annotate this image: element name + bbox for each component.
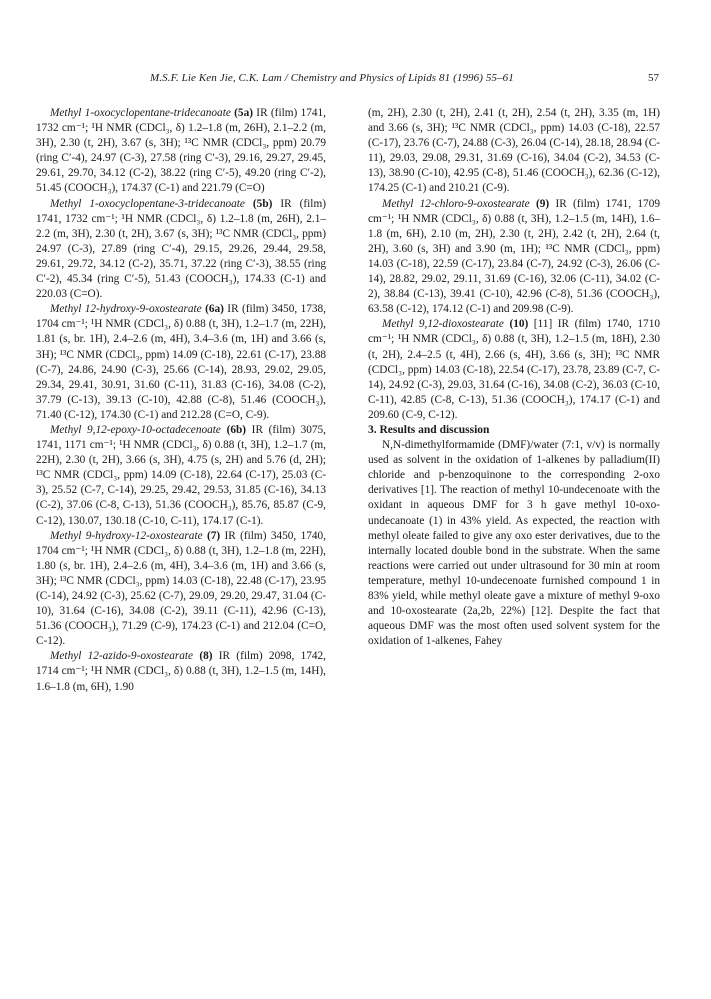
left-column xyxy=(36,106,326,695)
running-header xyxy=(0,72,711,88)
section-heading: 3. Results and discussion xyxy=(368,423,490,436)
compound-data: IR (film) 3075, 1741, 1171 cm⁻¹; ¹H NMR (CDCl₃, δ) 0.88 (t, 3H), 1.2–1.7 (m, 22H), 2.30 (t, 2H), 3.66 (s, 3H), 4.75 (s, 2H) and 5.76 (d, 2H); ¹³C NMR (CDCl₃, ppm) 14.09 (C-18), 22.64 (C-17), 25.03 (C-3), 25.52 (C-7, C-14), 29.25, 29.42, 29.53, 31.85 (C-16), 34.13 (C-2), 37.06 (C-8, C-13), 51.36 (COOCH₃), 85.76, 85.87 (C-9, C-12), 130.07, 130.18 (C-10, C-11), 174.17 (C-1). xyxy=(36,423,327,527)
compound-name: Methyl 12-chloro-9-oxostearate xyxy=(382,197,530,210)
compound-data: IR (film) 1741, 1709 cm⁻¹; ¹H NMR (CDCl₃, δ) 0.88 (t, 3H), 1.2–1.5 (m, 14H), 1.6–1.8 (m, 6H), 2.10 (m, 2H), 2.30 (t, 2H), 2.42 (t, 2H), 2.64 (t, 2H), 3.60 (s, 3H) and 3.90 (m, 1H); ¹³C NMR (CDCl₃, ppm) 14.03 (C-18), 22.59 (C-17), 23.84 (C-7), 24.92 (C-3), 26.06 (C-14), 28.82, 29.02, 29.11, 31.69 (C-16), 32.06 (C-11), 34.02 (C-2), 38.84 (C-13), 39.41 (C-10), 42.96 (C-8), 51.36 (COOCH₃), 63.58 (C-12), 174.12 (C-1) and 209.98 (C-9). xyxy=(368,197,660,316)
compound-entry xyxy=(36,106,326,197)
compound-id: (9) xyxy=(535,197,550,210)
compound-data: IR (film) 3450, 1740, 1704 cm⁻¹; ¹H NMR (CDCl₃, δ) 0.88 (t, 3H), 1.2–1.8 (m, 22H), 1.80 (s, br. 1H), 2.4–2.6 (m, 4H), 3.4–3.6 (m, 1H) and 3.66 (s, 3H); ¹³C NMR (CDCl₃, ppm) 14.03 (C-18), 22.48 (C-17), 23.95 (C-14), 24.92 (C-3), 25.62 (C-7), 29.09, 29.20, 29.47, 31.04 (C-10), 31.64 (C-16), 34.08 (C-2), 39.11 (C-11), 42.96 (C-13), 51.36 (COOCH₃), 71.29 (C-9), 174.23 (C-1) and 212.04 (C=O, C-12). xyxy=(36,529,326,648)
compound-entry xyxy=(36,423,326,529)
compound-name: Methyl 9,12-epoxy-10-octadecenoate xyxy=(50,423,221,436)
compound-data: [11] IR (film) 1740, 1710 cm⁻¹; ¹H NMR (CDCl₃, δ) 0.88 (t, 3H), 1.2–1.5 (m, 18H), 2.30 (t, 2H), 2.4–2.5 (t, 4H), 2.66 (s, 4H), 3.66 (s, 3H); ¹³C NMR (CDCl₃, ppm) 14.03 (C-18), 22.54 (C-17), 23.78, 23.89 (C-7, C-14), 24.92 (C-3), 29.03, 31.64 (C-16), 34.08 (C-2), 36.03 (C-10, C-11), 42.85 (C-8, C-13), 51.36 (COOCH₃), 174.17 (C-1) and 209.60 (C-9, C-12). xyxy=(368,318,660,421)
compound-entry xyxy=(368,317,660,423)
discussion-paragraph: N,N-dimethylformamide (DMF)/water (7:1, v/v) is normally used as solvent in the oxidation of 1-alkenes by palladium(II) chloride and p-benzoquinone to the corresponding 2-oxo derivatives [1]. The reaction of methyl 10-undecenoate with the oxidant in aqueous DMF for 3 h gave methyl 10-oxo-undecanoate (1) in 43% yield. As expected, the reaction with methyl oleate failed to give any oxo ester derivatives, due to the internally located double bond in the substrate. When the same reactions were carried out under ultrasound for 30 min at room temperature, methyl 10-undecenoate furnished compound 1 in 83% yield, while methyl oleate gave a mixture of methyl 9-oxo and 10-oxostearate (2a,2b, 22%) [12]. Despite the fact that aqueous DMF was the most often used solvent system for the oxidation of 1-alkenes, Fahey xyxy=(368,439,660,648)
compound-name: Methyl 9-hydroxy-12-oxostearate xyxy=(50,529,203,542)
compound-name: Methyl 12-azido-9-oxostearate xyxy=(50,650,194,663)
compound-id: (8) xyxy=(199,650,213,663)
compound-data: IR (film) 2098, 1742, 1714 cm⁻¹; ¹H NMR (CDCl₃, δ) 0.88 (t, 3H), 1.2–1.5 (m, 14H), 1.6–1.8 (m, 6H), 1.90 xyxy=(36,650,327,693)
compound-entry xyxy=(36,649,326,694)
compound-name: Methyl 9,12-dioxostearate xyxy=(382,318,504,331)
page-number: 57 xyxy=(648,72,659,84)
compound-entry xyxy=(36,529,326,650)
compound-entry xyxy=(368,197,660,318)
running-title: M.S.F. Lie Ken Jie, C.K. Lam / Chemistry and Physics of Lipids 81 (1996) 55–61 xyxy=(150,72,514,84)
compound-name: Methyl 1-oxocyclopentane-tridecanoate xyxy=(50,107,231,119)
compound-name: Methyl 12-hydroxy-9-oxostearate xyxy=(50,303,202,316)
compound-entry xyxy=(36,302,326,423)
compound-id: (7) xyxy=(206,529,221,542)
compound-id: (5b) xyxy=(252,197,273,210)
right-column xyxy=(368,106,660,649)
compound-entry xyxy=(36,197,326,303)
compound-name: Methyl 1-oxocyclopentane-3-tridecanoate xyxy=(50,197,245,210)
compound-data: IR (film) 3450, 1738, 1704 cm⁻¹; ¹H NMR (CDCl₃, δ) 0.88 (t, 3H), 1.2–1.7 (m, 22H), 1.81 (s, br. 1H), 2.4–2.6 (m, 4H), 3.4–3.6 (m, 1H) and 3.66 (s, 3H); ¹³C NMR (CDCl₃, ppm) 14.09 (C-18), 22.61 (C-17), 23.88 (C-7), 24.86, 24.90 (C-3), 25.66 (C-14), 28.93, 29.02, 29.05, 29.34, 29.41, 30.91, 31.60 (C-11), 31.83 (C-16), 34.08 (C-2), 37.79 (C-13), 39.13 (C-10), 42.88 (C-8), 51.46 (COOCH₃), 71.40 (C-12), 174.30 (C-1) and 212.28 (C=O, C-9). xyxy=(36,303,326,421)
compound-id: (6a) xyxy=(205,303,224,316)
compound-entry-continued: (m, 2H), 2.30 (t, 2H), 2.41 (t, 2H), 2.54 (t, 2H), 3.35 (m, 1H) and 3.66 (s, 3H); ¹³C NMR (CDCl₃, ppm) 14.03 (C-18), 22.57 (C-17), 23.76 (C-7), 24.88 (C-3), 26.04 (C-14), 28.18, 28.94 (C-11), 29.03, 29.08, 29.31, 31.69 (C-16), 34.04 (C-2), 34.53 (C-13), 38.90 (C-10), 42.95 (C-8), 51.46 (COOCH₃), 62.36 (C-12), 174.25 (C-1) and 210.21 (C-9). xyxy=(368,107,660,195)
compound-data: IR (film) 1741, 1732 cm⁻¹; ¹H NMR (CDCl₃, δ) 1.2–1.8 (m, 26H), 2.1–2.2 (m, 3H), 2.30 (t, 2H), 3.67 (s, 3H); ¹³C NMR (CDCl₃, ppm) 24.97 (C-3), 27.89 (ring C′-4), 29.15, 29.26, 29.44, 29.58, 29.61, 29.72, 34.12 (C-2), 35.71, 37.22 (ring C′-3), 38.55 (ring C′-2), 45.34 (ring C′-5), 51.43 (COOCH₃), 174.33 (C-1) and 220.03 (C=O). xyxy=(36,197,326,301)
compound-id: (5a) xyxy=(234,107,253,119)
compound-id: (10) xyxy=(509,318,529,331)
compound-id: (6b) xyxy=(226,423,247,436)
compound-data: IR (film) 1741, 1732 cm⁻¹; ¹H NMR (CDCl₃, δ) 1.2–1.8 (m, 26H), 2.1–2.2 (m, 3H), 2.30 (t, 2H), 3.67 (s, 3H); ¹³C NMR (CDCl₃, ppm) 20.79 (ring C′-4), 24.97 (C-3), 27.58 (ring C′-3), 29.16, 29.27, 29.45, 29.61, 29.70, 34.12 (C-2), 38.22 (ring C′-5), 49.20 (ring C′-2), 51.45 (COOCH₃), 174.37 (C-1) and 221.79 (C=O) xyxy=(36,107,327,195)
